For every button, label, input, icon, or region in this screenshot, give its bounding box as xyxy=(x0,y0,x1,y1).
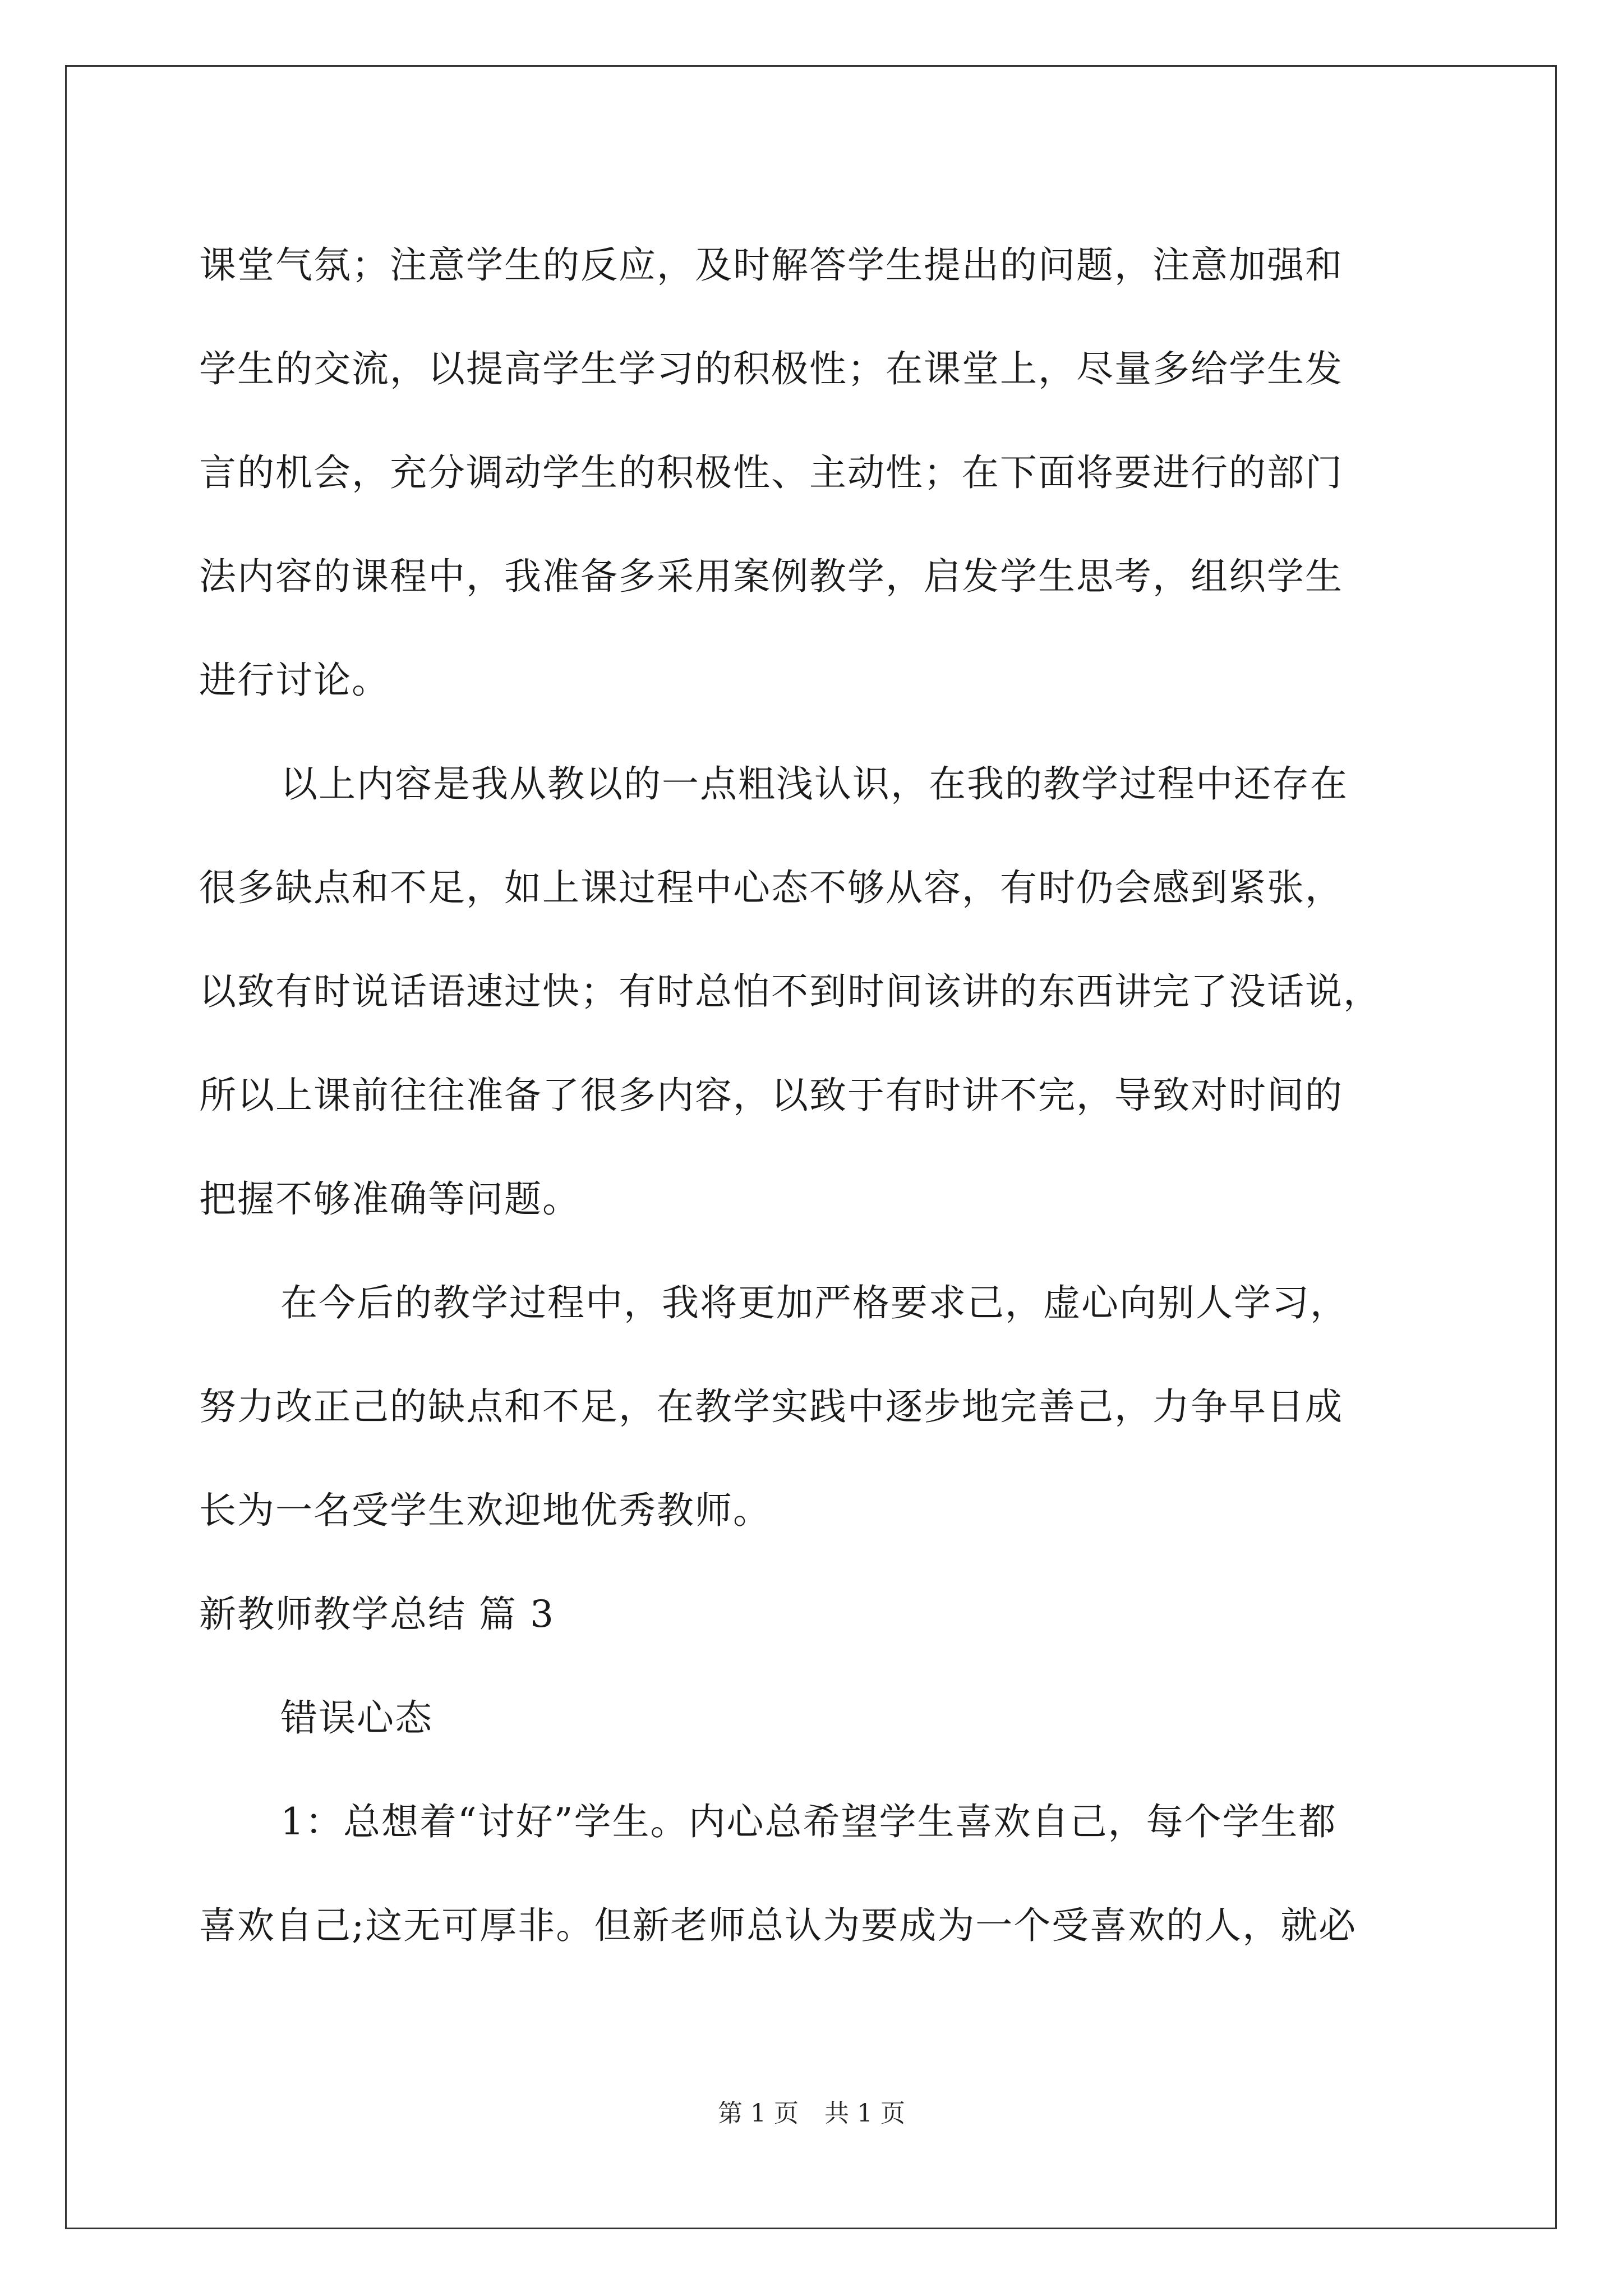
paragraph-line: 言的机会，充分调动学生的积极性、主动性；在下面将要进行的部门 xyxy=(199,451,1343,494)
page-total: 共 1 页 xyxy=(824,2099,905,2128)
subheading: 错误心态 xyxy=(280,1696,433,1740)
paragraph-line: 以上内容是我从教以的一点粗浅认识，在我的教学过程中还存在 xyxy=(280,762,1348,806)
paragraph-line: 学生的交流，以提高学生学习的积极性；在课堂上，尽量多给学生发 xyxy=(199,347,1343,390)
paragraph-line: 长为一名受学生欢迎地优秀教师。 xyxy=(199,1489,771,1532)
paragraph-line: 法内容的课程中，我准备多采用案例教学，启发学生思考，组织学生 xyxy=(199,555,1343,598)
paragraph-line: 课堂气氛；注意学生的反应，及时解答学生提出的问题，注意加强和 xyxy=(199,243,1343,287)
paragraph-line: 以致有时说话语速过快；有时总怕不到时间该讲的东西讲完了没话说， xyxy=(199,970,1381,1013)
document-body xyxy=(199,213,1438,1977)
paragraph-line: 所以上课前往往准备了很多内容，以致于有时讲不完，导致对时间的 xyxy=(199,1074,1343,1117)
paragraph-line: 把握不够准确等问题。 xyxy=(199,1177,580,1221)
paragraph-line: 1：总想着“讨好”学生。内心总希望学生喜欢自己，每个学生都 xyxy=(280,1800,1337,1843)
paragraph-line: 努力改正己的缺点和不足，在教学实践中逐步地完善己，力争早日成 xyxy=(199,1385,1343,1428)
section-heading: 新教师教学总结 篇 3 xyxy=(199,1593,555,1636)
page-number: 第 1 页 xyxy=(718,2099,799,2128)
paragraph-line: 很多缺点和不足，如上课过程中心态不够从容，有时仍会感到紧张， xyxy=(199,866,1343,909)
page-footer xyxy=(0,2097,1623,2131)
paragraph-line: 在今后的教学过程中，我将更加严格要求己，虚心向别人学习， xyxy=(280,1281,1348,1324)
paragraph-line: 喜欢自己;这无可厚非。但新老师总认为要成为一个受喜欢的人，就必 xyxy=(199,1904,1357,1947)
paragraph-line: 进行讨论。 xyxy=(199,659,390,702)
